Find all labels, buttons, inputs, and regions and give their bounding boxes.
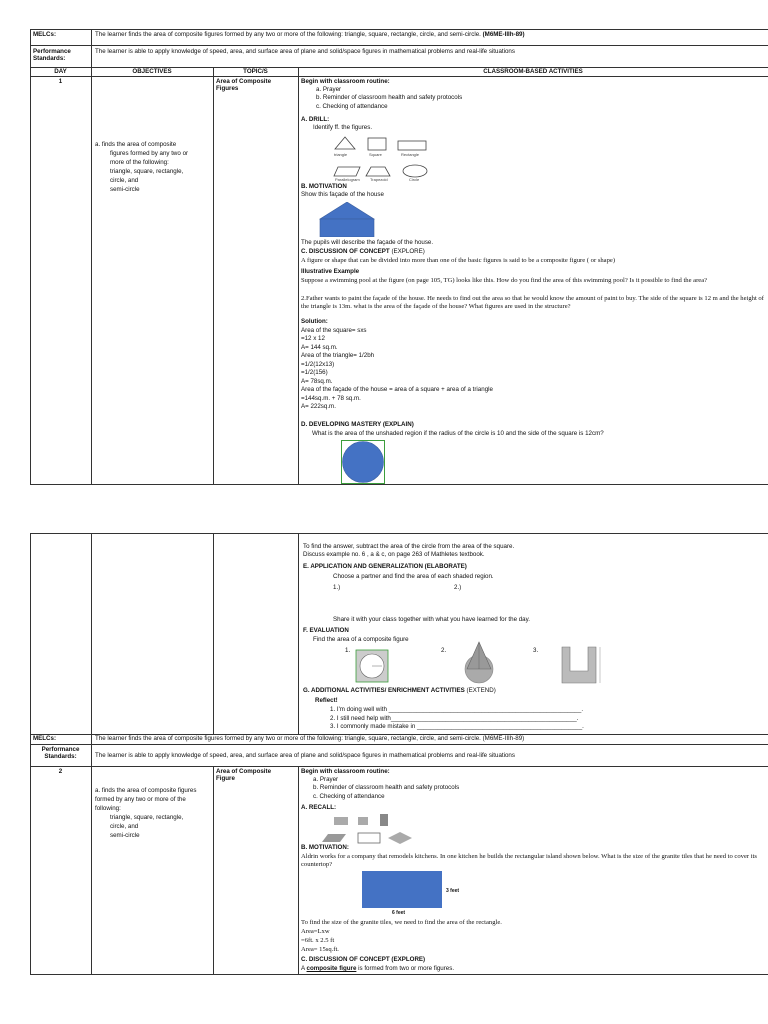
label-parallelogram: Parallelogram [335,177,360,182]
mastery-text: What is the area of the unshaded region if the radius of the circle is 10 and the side of the square is 12cm? [312,430,604,437]
label-trapezoid: Trapezoid [370,177,388,182]
definition-text: A figure or shape that can be divided into more than one of the basic figures is said to be a composite figure ( or shape) [301,257,616,264]
describe-text: The pupils will describe the façade of the house. [301,239,434,246]
example-1: Suppose a swimming pool at the figure (on page 105, TG) looks like this. How do you find the area of this swimming pool? Is it possible to find the area? [301,277,708,284]
day2-discussion-title: C. DISCUSSION OF CONCEPT (EXPLORE) [301,956,426,963]
application-item-2: 2.) [454,584,462,591]
house-square [320,219,374,237]
label-square: Square [369,152,382,157]
performance-text: The learner is able to apply knowledge of speed, area, and surface area of plane and solid/space figures in mathematical problems and real-life situations [95,48,515,55]
blue-circle [343,442,384,483]
recall-shape-3 [380,814,388,826]
recall-shapes-figure [320,814,430,848]
label-rectangle: Rectangle [401,152,420,157]
performance-text-2: The learner is able to apply knowledge of speed, area, and surface area of plane and solid/space figures in mathematical problems and real-life situations [95,752,515,759]
recall-title: A. RECALL: [301,804,337,811]
day1-topic: Area of Composite Figures [216,78,272,93]
melcs-text-2: The learner finds the area of composite figures formed by any two or more of the following: triangle, square, rectangle, circle, and semi-circle. (M6ME-IIIh-89) [95,735,525,742]
square-shape [368,138,386,150]
solution-steps: Area of the square= sxs =12 x 12 A= 144 sq.m. Area of the triangle= 1/2bh =1/2(12x13) =1/2(156) A= 78sq.m. Area of the façade of the house = area of a square + area of a triangle =144sq.m. + 78 sq.m. A= 222sq.m. [301,327,493,411]
performance-label: Performance Standards: [33,48,71,63]
header-activities: CLASSROOM-BASED ACTIVITIES [483,68,583,75]
motivation-title: B. MOTIVATION [301,183,347,190]
drill-title: A. DRILL: [301,116,330,123]
application-item-1: 1.) [333,584,341,591]
day2-objective: a. finds the area of composite figures formed by any two or more of the following: triangle, square, rectangle, circle, and semi-circle [95,787,197,839]
roof-triangle [320,202,374,219]
height-label: 3 feet [446,888,460,894]
countertop-rectangle [362,871,442,908]
day2-topic: Area of Composite Figure [216,768,272,783]
mastery-title: D. DEVELOPING MASTERY (EXPLAIN) [301,421,414,428]
day2-number: 2 [58,768,63,775]
day2-routine-title: Begin with classroom routine: [301,768,390,775]
header-objectives: OBJECTIVES [132,68,172,75]
area-calculation: Area=Lxw =6ft. x 2.5 ft Area= 15sq.ft. [301,928,339,953]
eval-figure-2 [459,640,499,684]
motivation-text: Show this façade of the house [301,191,384,198]
day1-objective: a. finds the area of composite figures formed by any two or more of the following: triangle, square, rectangle, circle, and semi-circle [95,141,189,193]
recall-shape-1 [334,817,348,825]
eval3-u-shape [562,647,596,683]
share-text: Share it with your class together with what you have learned for the day. [333,616,530,623]
eval-item-1: 1. [345,647,351,654]
recall-shape-6 [388,832,412,844]
day-number: 1 [58,78,63,85]
eval-item-3: 3. [533,647,539,654]
example-2: 2.Father wants to paint the façade of the house. He needs to find out the area so that he would know the amount of paint to buy. The side of the square is 12 m and the height of the triangle is 13m. what is the area of the façade of the house? What figures are used in the structure? [301,295,764,310]
day2-routine-list: a. Prayer b. Reminder of classroom health and safety protocols c. Checking of attendance [313,776,460,800]
day2-motivation-title: B. MOTIVATION: [301,844,349,851]
recall-shape-4 [322,834,346,842]
recall-shape-2 [358,817,368,825]
find-text: To find the size of the granite tiles, we need to find the area of the rectangle. [301,919,502,926]
melcs-text: The learner finds the area of composite figures formed by any two or more of the following: triangle, square, rectangle, circle, and semi-circle. (M6ME-IIIh-89) [95,31,525,38]
parallelogram-shape [334,167,360,176]
melcs-label: MELCs: [33,31,57,38]
day2-motivation-text: Aldrin works for a company that remodels kitchens. In one kitchen he builds the rectangular island shown below. What is the size of the granite tiles that he need to cover its countertop? [301,853,757,868]
width-label: 6 feet [392,910,406,916]
composite-definition: A composite figure is formed from two or more figures. [301,965,455,972]
label-circle: Circle [409,177,420,182]
routine-list: a. Prayer b. Reminder of classroom health and safety protocols c. Checking of attendance [316,86,463,110]
circle-shape [403,165,427,177]
header-topics: TOPIC/S [243,68,268,75]
header-day: DAY [54,68,67,75]
drill-text: Identify ff. the figures. [313,124,373,131]
melcs-label-2: MELCs: [33,735,57,742]
eval-figure-3 [558,645,608,685]
application-title: E. APPLICATION AND GENERALIZATION (ELABORATE) [303,563,467,570]
additional-title: G. ADDITIONAL ACTIVITIES/ ENRICHMENT ACTIVITIES (EXTEND) [303,687,496,694]
evaluation-title: F. EVALUATION [303,627,349,634]
trapezoid-shape [366,167,390,176]
solution-title: Solution: [301,318,328,325]
reflect-title: Reflect! [315,697,338,704]
rectangle-shape [398,141,426,150]
house-facade-figure [318,202,376,237]
triangle-shape [335,137,355,149]
recall-shape-5 [358,833,380,843]
reflect-list: 1. I'm doing well with ________________________________________________________. 2. I still need help with______________________________________________________. 3. I commonly made mistake in ________________________________________________. [330,706,584,731]
routine-title: Begin with classroom routine: [301,78,390,85]
evaluation-text: Find the area of a composite figure [313,636,409,643]
eval-item-2: 2. [441,647,447,654]
eval-figure-1 [355,649,389,683]
illustrative-title: Illustrative Example [301,268,360,275]
application-text: Choose a partner and find the area of each shaded region. [333,573,494,580]
circle-in-square-figure [341,440,385,484]
label-triangle: triangle [334,152,348,157]
continuation-text: To find the answer, subtract the area of the circle from the area of the square. Discuss example no. 6 , a & c, on page 263 of Mathletes textbook. [303,543,515,559]
discussion-title: C. DISCUSSION OF CONCEPT (EXPLORE) [301,248,425,255]
performance-label-2: Performance Standards: [41,746,80,761]
